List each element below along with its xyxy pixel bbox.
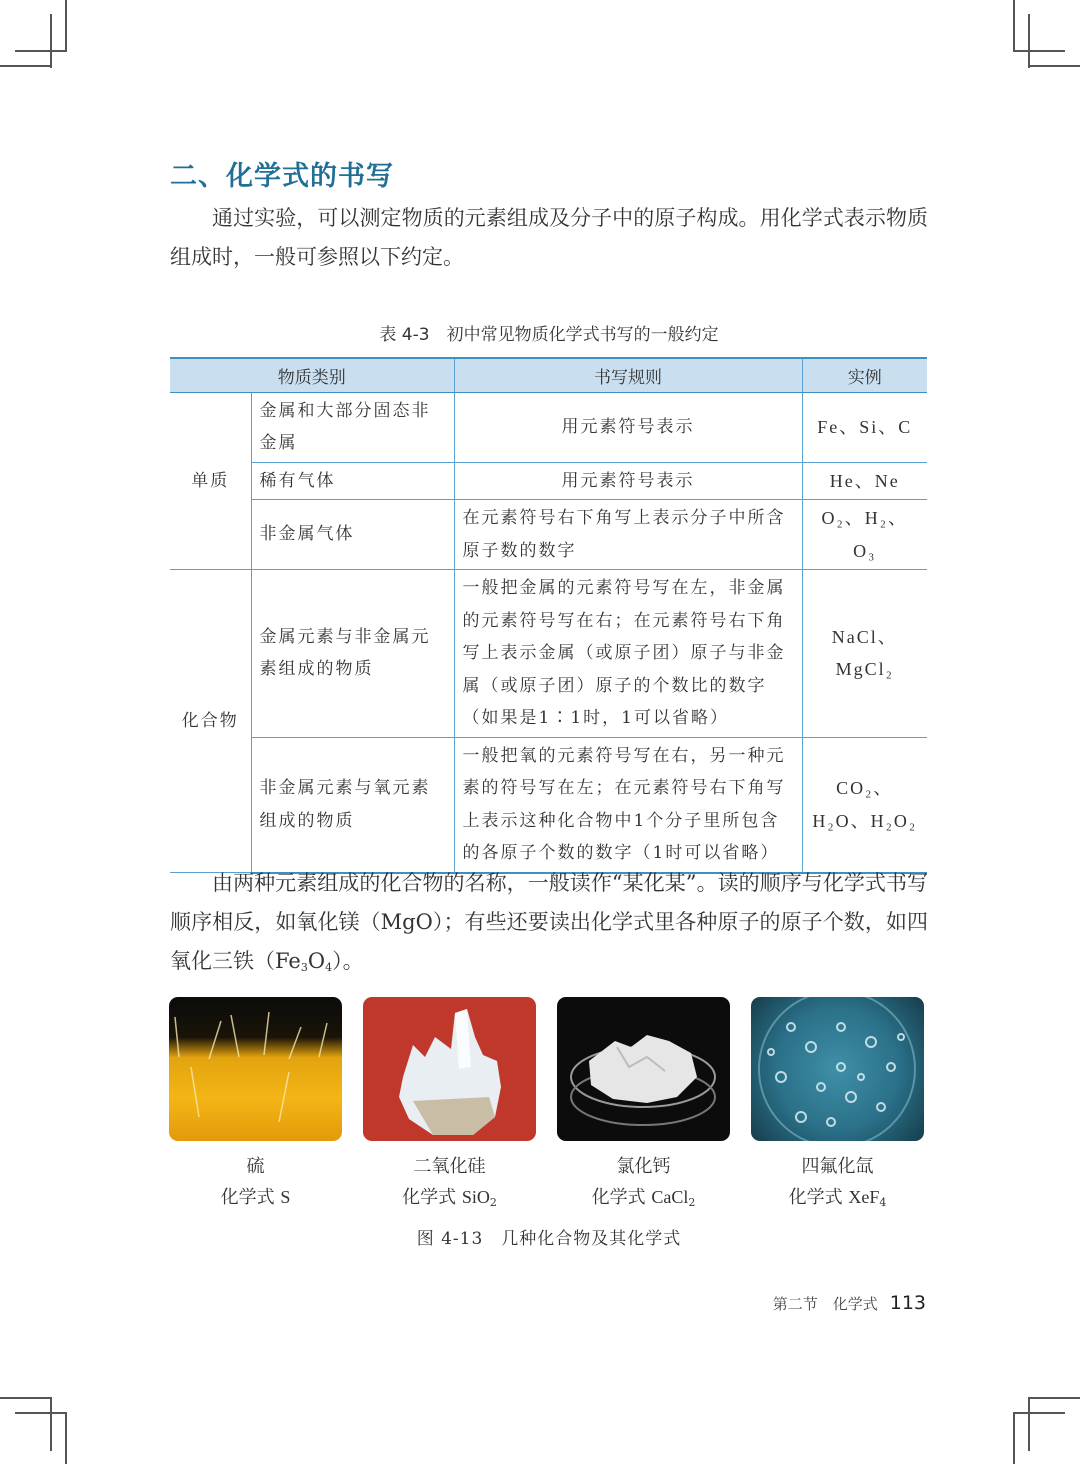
subcategory-cell: 非金属气体 <box>251 500 454 570</box>
naming-text: O <box>307 949 326 973</box>
compound-formula <box>363 1182 536 1218</box>
crop-mark-tl <box>0 65 52 67</box>
formula-label: 化学式 <box>402 1187 457 1208</box>
naming-paragraph <box>170 864 928 987</box>
footer-section: 第二节 化学式 <box>772 1295 878 1313</box>
table-row <box>170 570 927 738</box>
crop-mark-bl <box>65 1412 67 1464</box>
page-footer <box>773 1292 926 1314</box>
crop-mark-bl <box>0 1397 52 1399</box>
calcium-chloride-dish-photo <box>557 997 730 1141</box>
table-caption: 表 4-3 初中常见物质化学式书写的一般约定 <box>379 325 719 345</box>
caption-silicon-dioxide <box>363 1152 536 1218</box>
subscript: 2 <box>688 1196 696 1209</box>
subcategory-cell: 非金属元素与氧元素组成的物质 <box>251 737 454 873</box>
compound-photos <box>169 997 927 1142</box>
silicon-dioxide-crystal-photo <box>363 997 536 1141</box>
crop-mark-br <box>1013 1412 1065 1414</box>
crop-mark-bl <box>50 1397 52 1451</box>
crop-mark-tr <box>1028 65 1080 67</box>
intro-paragraph <box>170 199 928 277</box>
header-rule: 书写规则 <box>454 358 802 392</box>
formula: SiO <box>461 1187 490 1207</box>
formula: CaCl <box>651 1187 689 1207</box>
compound-formula <box>557 1182 730 1218</box>
category-compound <box>170 570 251 873</box>
formula-label: 化学式 <box>591 1187 646 1208</box>
subscript: 3 <box>300 961 308 974</box>
caption-xenon-tetrafluoride <box>751 1152 924 1218</box>
table-row <box>170 737 927 873</box>
rule-cell: 一般把氧的元素符号写在右，另一种元素的符号写在左；在元素符号右下角写上表示这种化合物中1个分子里所包含的各原子个数的数字（1时可以省略） <box>454 737 802 873</box>
rule-cell: 一般把金属的元素符号写在左，非金属的元素符号写在右；在元素符号右下角写上表示金属（或原子团）原子与非金属（或原子团）原子的个数比的数字（如果是1∶1时，1可以省略） <box>454 570 802 738</box>
compound-name: 硫 <box>246 1156 265 1177</box>
formula: S <box>280 1187 291 1207</box>
xenon-tetrafluoride-dish-photo <box>751 997 924 1141</box>
table-header-row <box>170 358 927 392</box>
compound-formula <box>169 1182 342 1213</box>
intro-text: 通过实验，可以测定物质的元素组成及分子中的原子构成。用化学式表示物质组成时，一般可参照以下约定。 <box>170 206 928 269</box>
rule-cell: 用元素符号表示 <box>454 392 802 462</box>
figure-caption: 图 4-13 几种化合物及其化学式 <box>416 1229 682 1249</box>
subcategory-cell: 金属和大部分固态非金属 <box>251 392 454 462</box>
table-row <box>170 392 927 462</box>
formula-label: 化学式 <box>788 1187 843 1208</box>
header-category: 物质类别 <box>170 358 454 392</box>
formula: XeF <box>848 1187 880 1207</box>
page-number: 113 <box>889 1292 926 1314</box>
naming-text: ）。 <box>332 949 364 973</box>
crop-mark-tr <box>1028 14 1030 68</box>
naming-text: 由两种元素组成的化合物的名称，一般读作“某化某”。读的顺序与化学式书写顺序相反，如氧化镁（MgO）；有些还要读出化学式里各种原子的原子个数，如四氧化三铁（Fe <box>170 871 928 973</box>
caption-calcium-chloride <box>557 1152 730 1218</box>
example-cell: NaCl、MgCl₂ <box>802 570 927 738</box>
header-example: 实例 <box>802 358 927 392</box>
crop-mark-tl <box>50 14 52 68</box>
caption-sulfur <box>169 1152 342 1213</box>
sulfur-crystals-photo <box>169 997 342 1141</box>
table-row <box>170 462 927 500</box>
crop-mark-tl <box>65 0 67 52</box>
crop-mark-tl <box>15 50 67 52</box>
rule-cell: 用元素符号表示 <box>454 462 802 500</box>
crop-mark-br <box>1013 1412 1015 1464</box>
crop-mark-tr <box>1013 0 1015 52</box>
example-cell: Fe、Si、C <box>802 392 927 462</box>
category-compound-label: 化合物 <box>181 710 239 731</box>
crop-mark-br <box>1028 1397 1030 1451</box>
rule-cell: 在元素符号右下角写上表示分子中所含原子数的数字 <box>454 500 802 570</box>
table-row <box>170 500 927 570</box>
subcategory-cell: 金属元素与非金属元素组成的物质 <box>251 570 454 738</box>
example-cell: O₂、H₂、O₃ <box>802 500 927 570</box>
example-cell: He、Ne <box>802 462 927 500</box>
compound-name: 氯化钙 <box>616 1156 671 1177</box>
crop-mark-bl <box>15 1412 67 1414</box>
subcategory-cell: 稀有气体 <box>251 462 454 500</box>
crop-mark-br <box>1028 1397 1080 1399</box>
section-title: 二、化学式的书写 <box>170 161 394 192</box>
subscript: 2 <box>489 1196 497 1209</box>
subscript: 4 <box>325 961 333 974</box>
compound-formula <box>751 1182 924 1218</box>
category-element: 单质 <box>170 392 251 570</box>
crop-mark-tr <box>1013 50 1065 52</box>
writing-rules-table <box>170 357 927 874</box>
compound-name: 二氧化硅 <box>413 1156 486 1177</box>
compound-name: 四氟化氙 <box>801 1156 874 1177</box>
formula-label: 化学式 <box>220 1187 275 1208</box>
subscript: 4 <box>879 1196 887 1209</box>
example-cell: CO₂、H₂O、H₂O₂ <box>802 737 927 873</box>
